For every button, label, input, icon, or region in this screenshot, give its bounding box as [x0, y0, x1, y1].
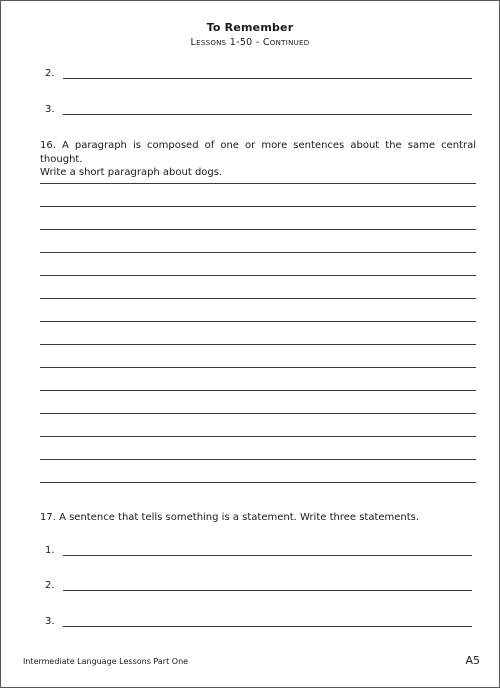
- footer-page-number: A5: [465, 654, 480, 667]
- answer-blank[interactable]: [63, 626, 472, 627]
- answer-blank[interactable]: [63, 590, 472, 591]
- writing-line[interactable]: [40, 298, 476, 299]
- answer-blank[interactable]: [63, 78, 472, 79]
- answer-number: 3.: [45, 104, 55, 115]
- writing-line[interactable]: [40, 321, 476, 322]
- page-subtitle: Lessons 1-50 - Continued: [190, 37, 310, 48]
- writing-line[interactable]: [40, 459, 476, 460]
- writing-line[interactable]: [40, 252, 476, 253]
- answer-line-2[interactable]: [45, 65, 472, 79]
- writing-line[interactable]: [40, 390, 476, 391]
- writing-line[interactable]: [40, 413, 476, 414]
- page-title: To Remember: [206, 21, 294, 34]
- writing-line[interactable]: [40, 275, 476, 276]
- statement-line-2[interactable]: [45, 577, 472, 591]
- question-16-line1: 16. A paragraph is composed of one or more sentences about the same central thought.: [40, 140, 476, 165]
- writing-line[interactable]: [40, 436, 476, 437]
- writing-line[interactable]: [40, 344, 476, 345]
- footer-book-title: Intermediate Language Lessons Part One: [23, 657, 189, 666]
- writing-line[interactable]: [40, 482, 476, 483]
- writing-line[interactable]: [40, 367, 476, 368]
- question-16-line2: Write a short paragraph about dogs.: [40, 167, 223, 178]
- statement-line-1[interactable]: [45, 542, 472, 556]
- answer-number: 3.: [45, 616, 55, 627]
- answer-number: 2.: [45, 68, 55, 79]
- question-16-text: [40, 139, 476, 180]
- writing-line[interactable]: [40, 183, 476, 184]
- writing-line[interactable]: [40, 229, 476, 230]
- answer-line-3[interactable]: [45, 101, 472, 115]
- statement-line-3[interactable]: [45, 613, 472, 627]
- answer-number: 2.: [45, 580, 55, 591]
- writing-line[interactable]: [40, 206, 476, 207]
- answer-blank[interactable]: [63, 114, 472, 115]
- answer-blank[interactable]: [63, 555, 472, 556]
- question-17-text: 17. A sentence that tells something is a statement. Write three statements.: [40, 512, 420, 523]
- answer-number: 1.: [45, 545, 55, 556]
